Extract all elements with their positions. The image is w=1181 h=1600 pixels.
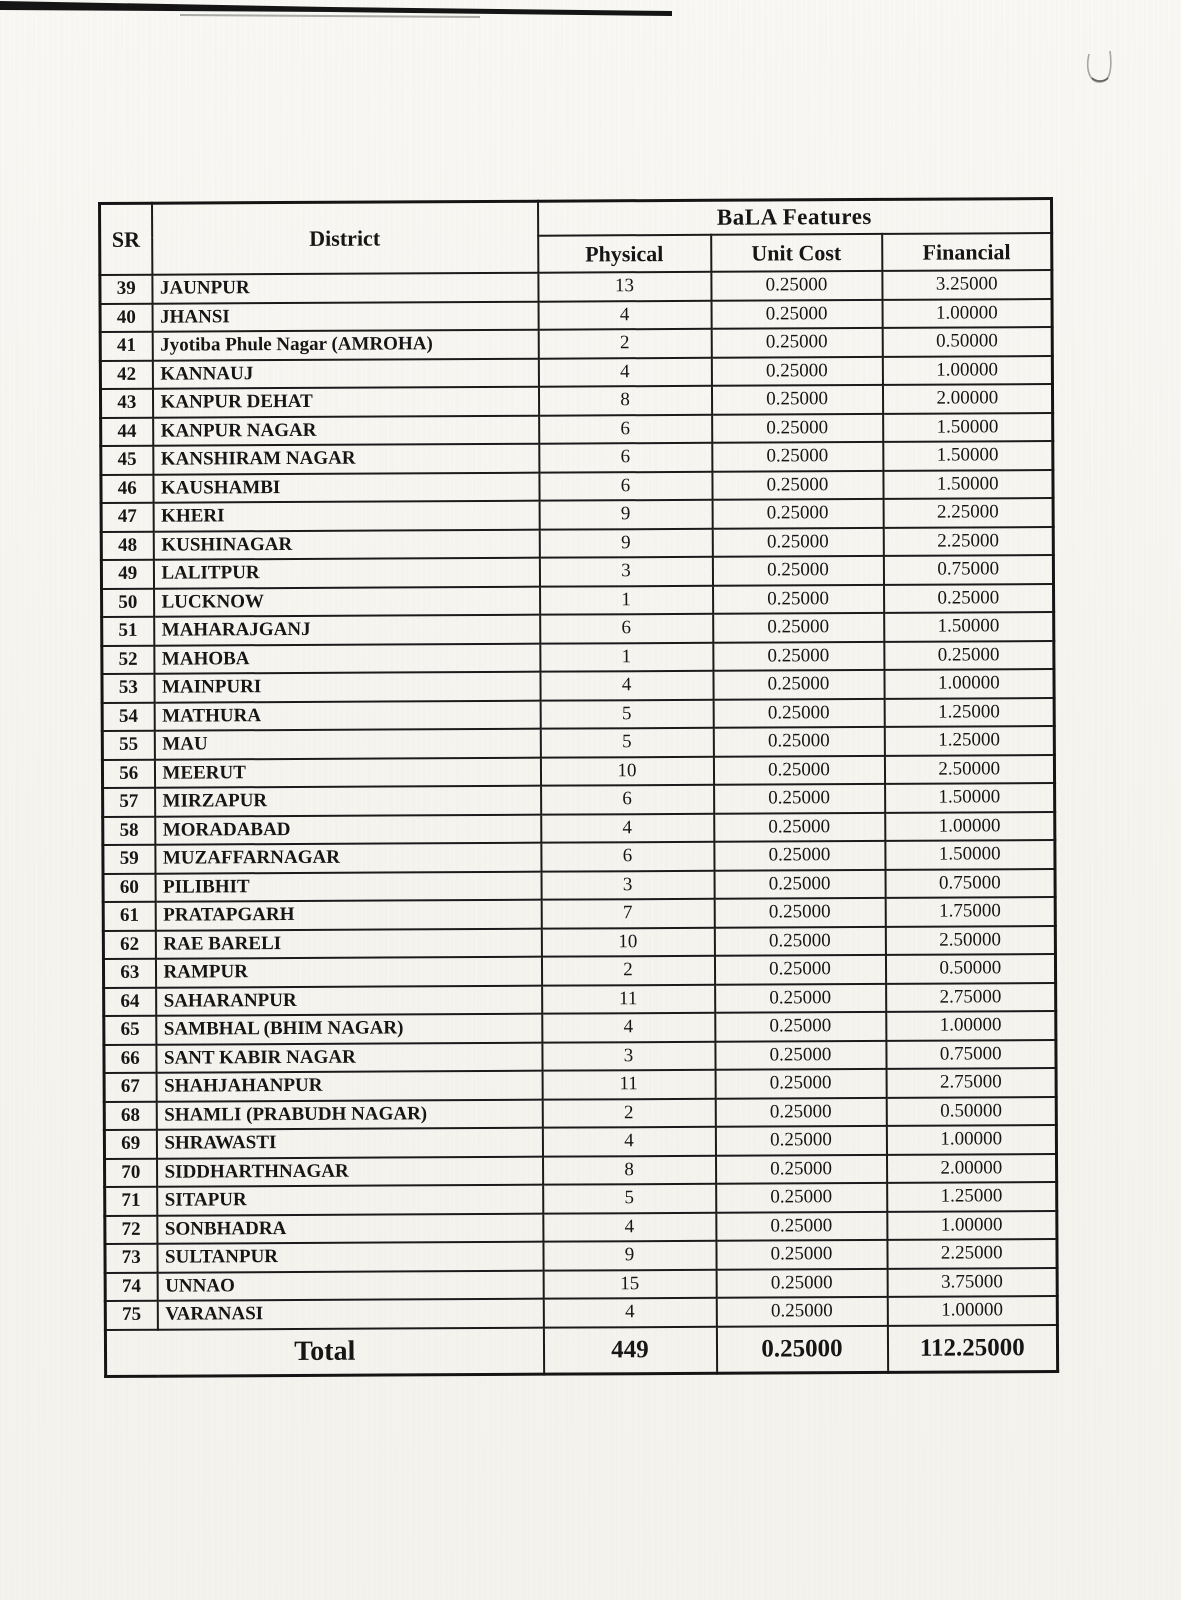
row-unit-cost: 0.25000 [712,527,883,556]
row-district: RAE BARELI [155,928,541,959]
row-financial: 2.25000 [883,527,1053,556]
row-financial: 1.00000 [882,299,1052,328]
row-sr: 41 [100,332,152,361]
total-unit-cost: 0.25000 [716,1325,887,1373]
row-district: KANSHIRAM NAGAR [153,444,539,475]
row-financial: 1.00000 [882,356,1052,385]
row-physical: 6 [541,842,714,871]
row-physical: 9 [539,500,712,529]
row-sr: 47 [101,503,153,532]
row-financial: 2.25000 [887,1239,1057,1268]
row-sr: 67 [104,1073,156,1102]
row-sr: 69 [104,1130,156,1159]
row-sr: 39 [100,275,152,304]
row-unit-cost: 0.25000 [713,727,884,756]
row-financial: 0.50000 [885,954,1055,983]
column-header-sr: SR [100,203,152,275]
row-physical: 3 [541,870,714,899]
row-physical: 1 [540,642,713,671]
row-district: MAHARAJGANJ [154,615,540,646]
row-district: LALITPUR [153,558,539,589]
row-physical: 10 [540,756,713,785]
row-sr: 54 [102,702,154,731]
total-physical: 449 [543,1326,716,1374]
row-financial: 2.50000 [885,925,1055,954]
row-physical: 2 [542,1098,715,1127]
row-district: SITAPUR [157,1185,543,1216]
row-physical: 4 [541,813,714,842]
row-sr: 46 [101,474,153,503]
row-sr: 74 [105,1272,157,1301]
row-physical: 10 [541,927,714,956]
row-financial: 1.00000 [884,669,1054,698]
row-sr: 50 [102,588,154,617]
row-financial: 1.50000 [883,470,1053,499]
row-sr: 72 [105,1215,157,1244]
row-financial: 1.25000 [884,726,1054,755]
row-unit-cost: 0.25000 [714,955,885,984]
row-sr: 56 [102,759,154,788]
row-physical: 9 [543,1241,716,1270]
row-sr: 51 [102,617,154,646]
row-unit-cost: 0.25000 [715,1126,886,1155]
total-label: Total [105,1327,543,1376]
row-sr: 42 [100,360,152,389]
row-district: KANNAUJ [152,358,538,389]
row-district: JHANSI [152,301,538,332]
scan-edge-artifact [0,0,700,26]
row-sr: 59 [103,845,155,874]
row-financial: 0.50000 [882,327,1052,356]
row-district: RAMPUR [155,957,541,988]
row-physical: 11 [542,1070,715,1099]
row-financial: 1.00000 [885,811,1055,840]
column-group-header-bala-features: BaLA Features [538,199,1052,236]
row-financial: 2.25000 [883,498,1053,527]
row-unit-cost: 0.25000 [714,926,885,955]
row-financial: 1.50000 [883,413,1053,442]
row-financial: 2.75000 [886,982,1056,1011]
row-unit-cost: 0.25000 [715,1012,886,1041]
row-physical: 4 [538,357,711,386]
row-physical: 6 [539,471,712,500]
row-sr: 65 [104,1016,156,1045]
row-unit-cost: 0.25000 [712,442,883,471]
row-financial: 1.00000 [886,1125,1056,1154]
row-physical: 9 [539,528,712,557]
row-physical: 4 [543,1298,716,1327]
row-sr: 62 [103,930,155,959]
row-unit-cost: 0.25000 [713,584,884,613]
row-physical: 4 [542,1127,715,1156]
row-physical: 4 [543,1212,716,1241]
row-sr: 63 [103,959,155,988]
row-financial: 1.75000 [885,897,1055,926]
row-financial: 1.50000 [885,840,1055,869]
row-physical: 15 [543,1269,716,1298]
row-financial: 3.25000 [882,270,1052,299]
row-district: KANPUR DEHAT [152,387,538,418]
row-unit-cost: 0.25000 [713,641,884,670]
row-district: SAHARANPUR [156,985,542,1016]
row-financial: 0.75000 [883,555,1053,584]
row-physical: 3 [539,557,712,586]
row-unit-cost: 0.25000 [716,1297,887,1326]
row-unit-cost: 0.25000 [712,413,883,442]
row-physical: 6 [541,785,714,814]
row-district: SAMBHAL (BHIM NAGAR) [156,1014,542,1045]
row-financial: 0.50000 [886,1096,1056,1125]
row-district: KAUSHAMBI [153,472,539,503]
row-district: KANPUR NAGAR [153,415,539,446]
column-header-financial: Financial [882,233,1052,271]
row-financial: 0.25000 [884,641,1054,670]
column-header-unit-cost: Unit Cost [711,234,882,272]
row-unit-cost: 0.25000 [712,556,883,585]
row-physical: 2 [541,956,714,985]
row-district: MAINPURI [154,672,540,703]
row-sr: 52 [102,645,154,674]
column-header-physical: Physical [538,235,711,273]
row-physical: 5 [543,1184,716,1213]
row-unit-cost: 0.25000 [714,784,885,813]
row-physical: 8 [543,1155,716,1184]
row-unit-cost: 0.25000 [712,499,883,528]
row-sr: 70 [105,1158,157,1187]
row-financial: 1.50000 [883,441,1053,470]
row-district: MAU [154,729,540,760]
table-footer [105,1324,1057,1376]
row-district: MIRZAPUR [155,786,541,817]
row-physical: 6 [539,414,712,443]
row-district: VARANASI [157,1299,543,1330]
row-financial: 2.75000 [886,1068,1056,1097]
row-financial: 0.75000 [885,868,1055,897]
row-unit-cost: 0.25000 [713,613,884,642]
row-unit-cost: 0.25000 [716,1211,887,1240]
row-district: SIDDHARTHNAGAR [157,1156,543,1187]
row-district: SONBHADRA [157,1213,543,1244]
row-district: SHAHJAHANPUR [156,1071,542,1102]
row-district: MEERUT [154,757,540,788]
row-financial: 0.75000 [886,1039,1056,1068]
row-financial: 0.25000 [884,584,1054,613]
table-header [100,199,1052,275]
row-physical: 3 [542,1041,715,1070]
row-sr: 73 [105,1244,157,1273]
row-unit-cost: 0.25000 [711,299,882,328]
row-sr: 44 [101,417,153,446]
row-unit-cost: 0.25000 [715,1097,886,1126]
row-unit-cost: 0.25000 [714,898,885,927]
row-unit-cost: 0.25000 [714,841,885,870]
row-physical: 1 [540,585,713,614]
row-sr: 55 [102,731,154,760]
total-financial: 112.25000 [887,1324,1057,1372]
column-header-district: District [152,201,538,275]
row-unit-cost: 0.25000 [713,698,884,727]
row-physical: 4 [538,300,711,329]
row-unit-cost: 0.25000 [711,385,882,414]
row-sr: 43 [100,389,152,418]
row-sr: 68 [104,1101,156,1130]
row-physical: 6 [539,443,712,472]
row-physical: 2 [538,329,711,358]
row-financial: 2.50000 [884,754,1054,783]
row-district: KHERI [153,501,539,532]
row-financial: 1.00000 [887,1296,1057,1325]
row-unit-cost: 0.25000 [715,1154,886,1183]
row-physical: 13 [538,272,711,301]
row-physical: 4 [542,1013,715,1042]
row-district: PRATAPGARH [155,900,541,931]
row-unit-cost: 0.25000 [714,869,885,898]
total-row [105,1324,1057,1376]
row-unit-cost: 0.25000 [711,356,882,385]
row-unit-cost: 0.25000 [711,328,882,357]
row-district: Jyotiba Phule Nagar (AMROHA) [152,330,538,361]
row-unit-cost: 0.25000 [713,670,884,699]
row-sr: 58 [103,816,155,845]
row-district: LUCKNOW [154,586,540,617]
row-physical: 5 [540,728,713,757]
row-unit-cost: 0.25000 [716,1183,887,1212]
row-district: SHRAWASTI [156,1128,542,1159]
row-sr: 64 [104,987,156,1016]
row-physical: 5 [540,699,713,728]
row-unit-cost: 0.25000 [714,812,885,841]
row-physical: 4 [540,671,713,700]
row-financial: 1.25000 [887,1182,1057,1211]
row-financial: 1.50000 [885,783,1055,812]
row-district: SHAMLI (PRABUDH NAGAR) [156,1099,542,1130]
row-financial: 3.75000 [887,1267,1057,1296]
row-sr: 49 [101,560,153,589]
row-district: MORADABAD [155,814,541,845]
row-sr: 57 [103,788,155,817]
row-sr: 71 [105,1187,157,1216]
row-district: SULTANPUR [157,1242,543,1273]
row-unit-cost: 0.25000 [716,1268,887,1297]
row-sr: 40 [100,303,152,332]
row-district: KUSHINAGAR [153,529,539,560]
table-body [100,270,1058,1329]
row-physical: 8 [538,386,711,415]
row-financial: 1.25000 [884,698,1054,727]
row-unit-cost: 0.25000 [715,1069,886,1098]
row-sr: 66 [104,1044,156,1073]
row-sr: 61 [103,902,155,931]
row-unit-cost: 0.25000 [713,755,884,784]
row-district: JAUNPUR [152,273,538,304]
row-district: MATHURA [154,700,540,731]
row-unit-cost: 0.25000 [716,1240,887,1269]
row-physical: 11 [542,984,715,1013]
row-sr: 75 [105,1301,157,1330]
row-district: PILIBHIT [155,871,541,902]
row-sr: 45 [101,446,153,475]
row-physical: 7 [541,899,714,928]
row-district: MAHOBA [154,643,540,674]
row-sr: 53 [102,674,154,703]
bala-features-table [98,197,1059,1378]
row-financial: 1.00000 [886,1011,1056,1040]
scan-smudge-mark [1082,46,1122,90]
row-district: SANT KABIR NAGAR [156,1042,542,1073]
row-unit-cost: 0.25000 [715,1040,886,1069]
row-unit-cost: 0.25000 [715,983,886,1012]
row-sr: 60 [103,873,155,902]
row-financial: 2.00000 [886,1153,1056,1182]
row-unit-cost: 0.25000 [712,470,883,499]
row-physical: 6 [540,614,713,643]
row-financial: 1.50000 [884,612,1054,641]
row-unit-cost: 0.25000 [711,271,882,300]
row-financial: 1.00000 [887,1210,1057,1239]
row-financial: 2.00000 [882,384,1052,413]
row-district: MUZAFFARNAGAR [155,843,541,874]
row-district: UNNAO [157,1270,543,1301]
row-sr: 48 [101,531,153,560]
